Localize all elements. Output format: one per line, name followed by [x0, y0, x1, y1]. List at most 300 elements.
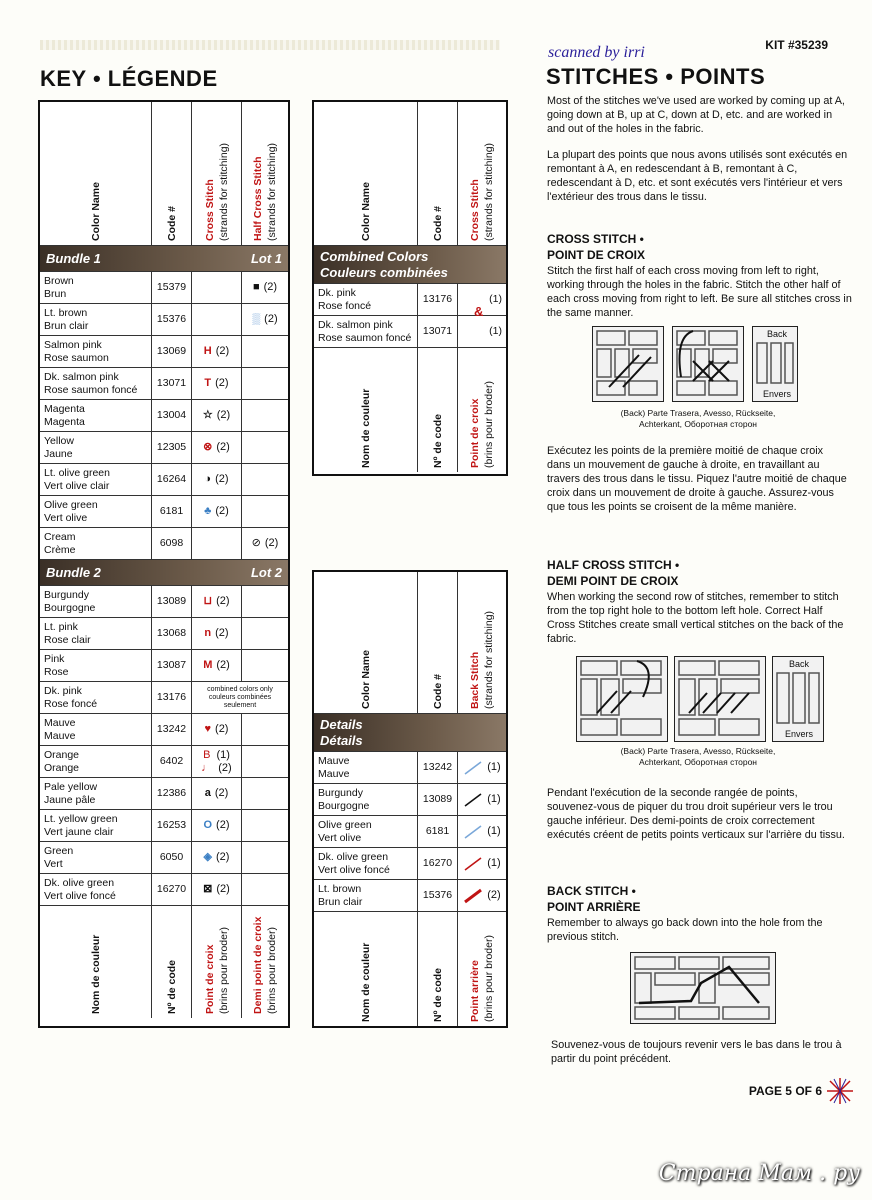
cross-strands: (2)	[216, 819, 230, 831]
half-grid-2	[675, 657, 765, 741]
cross-stitch-text-fr: Exécutez les points de la première moitié de chaque croix dans un mouvement de gauche à droite, en travaillant au travers des trous dans le tissu. Piquez l'autre moitié de chaque croix dans un mouvement de droite à gauche. Assurez-vous que tous les points se croisent de la même manière.	[547, 445, 847, 513]
details-row-name	[314, 848, 418, 879]
details-header-strands: (strands for stitching)	[483, 610, 495, 709]
cross-stitch-back-diagram	[752, 326, 798, 402]
cross-stitch-cell	[192, 496, 242, 527]
key-row	[40, 368, 288, 400]
key-row	[40, 586, 288, 618]
cross-symbol: a	[204, 787, 211, 799]
color-name-fr: Brun clair	[44, 319, 89, 332]
combined-rows	[314, 284, 506, 348]
half-strands: (2)	[264, 313, 278, 325]
cross-stitch-diagram-1	[592, 326, 664, 402]
color-name-fr: Vert olive	[44, 511, 88, 524]
color-name-en: Orange	[44, 748, 80, 761]
cross-stitch-cell	[192, 464, 242, 495]
color-name-fr: Rose clair	[44, 633, 91, 646]
key-row	[40, 496, 288, 528]
key-row-name	[40, 714, 152, 745]
color-code: 13242	[152, 714, 192, 745]
details-header-back: Back Stitch	[469, 651, 481, 709]
watermark: Страна Мам . ру	[658, 1161, 860, 1186]
bundle-1-rows	[40, 272, 288, 560]
combined-header-code: Code #	[431, 205, 444, 241]
header-half-strands: (strands for stitching)	[266, 142, 278, 241]
half-cross-cell	[242, 336, 288, 367]
half-back-label: Back	[789, 659, 810, 669]
key-row	[40, 874, 288, 906]
combined-row	[314, 316, 506, 348]
color-code: 6098	[152, 528, 192, 559]
cross-stitch-text: Stitch the first half of each cross moving from left to right, working through the holes in the fabric. Stitch the other half of each cross moving from right to left. Be sure all stitches cross in the same manner.	[547, 265, 852, 319]
key-row-name	[40, 528, 152, 559]
details-name-fr: Vert olive foncé	[318, 863, 390, 876]
lot-2-label: Lot 2	[250, 565, 282, 580]
back-strands: (2)	[487, 889, 501, 901]
half-cross-cell	[242, 650, 288, 681]
half-cross-cell	[242, 618, 288, 649]
key-row-name	[40, 272, 152, 303]
color-code: 12305	[152, 432, 192, 463]
details-header-code: Code #	[431, 673, 444, 709]
key-table-footer	[40, 906, 288, 1018]
color-code: 13071	[152, 368, 192, 399]
starburst-icon	[824, 1076, 856, 1106]
cross-strands: (2)	[215, 377, 229, 389]
half-cross-cell	[242, 464, 288, 495]
half-cross-diagram-2	[674, 656, 766, 742]
key-row-name	[40, 400, 152, 431]
details-row-name	[314, 752, 418, 783]
key-row	[40, 272, 288, 304]
details-row-name	[314, 784, 418, 815]
color-name-en: Olive green	[44, 498, 98, 511]
key-row	[40, 682, 288, 714]
color-name-en: Dk. salmon pink	[44, 370, 119, 383]
scanned-by-note: scanned by irri	[548, 44, 645, 61]
half-symbol: ▒	[252, 313, 261, 325]
color-name-fr: Rose	[44, 665, 69, 678]
back-strands: (1)	[487, 793, 501, 805]
details-row	[314, 880, 506, 912]
color-name-fr: Vert	[44, 857, 63, 870]
cross-stitch-cell	[192, 304, 242, 335]
cross-envers-label: Envers	[763, 389, 792, 399]
details-code: 13089	[418, 784, 458, 815]
back-strands: (1)	[487, 825, 501, 837]
key-row-name	[40, 586, 152, 617]
color-code: 13069	[152, 336, 192, 367]
details-code: 16270	[418, 848, 458, 879]
back-stitch-diagram	[630, 952, 776, 1024]
cross-stitch-cell	[192, 650, 242, 681]
color-name-en: Lt. pink	[44, 620, 78, 633]
key-table	[38, 100, 290, 1028]
key-row	[40, 432, 288, 464]
color-code: 13068	[152, 618, 192, 649]
half-cross-cell	[242, 432, 288, 463]
key-row-name	[40, 746, 152, 777]
key-row-name	[40, 874, 152, 905]
color-name-en: Pale yellow	[44, 780, 98, 793]
cross-stitch-heading: CROSS STITCH •	[547, 232, 644, 246]
cross-symbol: B	[203, 748, 211, 761]
color-name-en: Salmon pink	[44, 338, 102, 351]
color-name-fr: Rose saumon foncé	[44, 383, 138, 396]
cross-symbol: M	[203, 659, 213, 671]
half-cross-cell	[242, 778, 288, 809]
header-color-name: Color Name	[89, 182, 102, 241]
color-code: 16270	[152, 874, 192, 905]
color-name-en: Dk. pink	[44, 684, 82, 697]
color-name-en: Green	[44, 844, 74, 857]
half-cross-cell	[242, 528, 288, 559]
details-band-fr: Détails	[320, 732, 363, 748]
half-strands: (2)	[264, 537, 279, 549]
details-footer	[314, 912, 506, 1026]
half-cross-diagram-1	[576, 656, 668, 742]
details-row-name	[314, 880, 418, 911]
details-name-en: Burgundy	[318, 786, 363, 799]
color-name-en: Yellow	[44, 434, 74, 447]
cross-symbol: ◑	[204, 473, 212, 485]
cross-strands: (2)	[216, 851, 230, 863]
back-strands: (1)	[487, 857, 501, 869]
key-title: KEY • LÉGENDE	[40, 66, 218, 91]
cross-symbol: ⊠	[203, 883, 213, 895]
cross-stitch-diagram-2	[672, 326, 744, 402]
footer-cross: Point de croix	[203, 944, 216, 1014]
key-row	[40, 842, 288, 874]
combined-header-cross: Cross Stitch	[469, 179, 481, 241]
footer-cross-strands: (brins pour broder)	[217, 927, 230, 1014]
combined-header-strands: (strands for stitching)	[483, 142, 495, 241]
header-cross-strands: (strands for stitching)	[217, 142, 230, 241]
key-row	[40, 464, 288, 496]
key-row	[40, 650, 288, 682]
cross-stitch-cell	[192, 874, 242, 905]
details-row-name	[314, 816, 418, 847]
key-row-name	[40, 304, 152, 335]
half-cross-cell	[242, 368, 288, 399]
bundle-2-label: Bundle 2	[46, 565, 101, 580]
key-row-name	[40, 336, 152, 367]
cross-stitch-cell	[192, 714, 242, 745]
details-footer-strands: (brins pour broder)	[483, 935, 495, 1022]
back-stitch-heading: BACK STITCH •	[547, 884, 636, 898]
key-row	[40, 400, 288, 432]
key-row-name	[40, 810, 152, 841]
details-row	[314, 752, 506, 784]
color-code: 16253	[152, 810, 192, 841]
color-code: 6050	[152, 842, 192, 873]
color-name-en: Burgundy	[44, 588, 89, 601]
cross-strands: (2)	[216, 409, 231, 421]
color-name-fr: Rose foncé	[44, 697, 98, 710]
cross-strands: (2)	[216, 883, 230, 895]
stitches-title: STITCHES • POINTS	[546, 64, 766, 89]
key-row-name	[40, 682, 152, 713]
cross-stitch-cell	[192, 810, 242, 841]
combined-header-color: Color Name	[359, 182, 372, 241]
key-row	[40, 618, 288, 650]
half-cross-heading-fr: DEMI POINT DE CROIX	[547, 574, 679, 588]
footer-half: Demi point de croix	[252, 916, 264, 1014]
half-cross-cell	[242, 810, 288, 841]
key-row-name	[40, 368, 152, 399]
color-name-en: Brown	[44, 274, 74, 287]
details-name-en: Lt. brown	[318, 882, 362, 895]
cross-symbol: ♩	[201, 761, 213, 774]
cross-stitch-cell	[192, 618, 242, 649]
combined-footer	[314, 348, 506, 472]
details-header	[314, 572, 506, 714]
cross-strands: (2)	[214, 787, 229, 799]
half-cross-heading: HALF CROSS STITCH •	[547, 558, 680, 572]
footer-half-strands: (brins pour broder)	[266, 927, 278, 1014]
color-code: 15379	[152, 272, 192, 303]
color-name-en: Lt. brown	[44, 306, 88, 319]
cross-strands: (2)	[218, 761, 232, 774]
color-name-en: Mauve	[44, 716, 76, 729]
combined-header	[314, 102, 506, 246]
cross-symbol: ☆	[202, 409, 213, 421]
cross-back-label: Back	[767, 329, 788, 339]
back-stitch-cell	[458, 816, 506, 847]
combined-row-strands: (1)	[489, 293, 502, 305]
half-cross-cell	[242, 714, 288, 745]
details-name-fr: Brun clair	[318, 895, 363, 908]
intro-english: Most of the stitches we've used are worked by coming up at A, going down at B, up at C, down at D, etc. and are worked in and out of the holes in the fabric.	[547, 95, 845, 135]
color-name-en: Cream	[44, 530, 76, 543]
header-half-cross: Half Cross Stitch	[252, 156, 264, 241]
key-row-name	[40, 842, 152, 873]
key-row	[40, 304, 288, 336]
key-row-name	[40, 618, 152, 649]
combined-row-code: 13071	[418, 316, 458, 347]
decorative-top-strip	[40, 40, 500, 50]
back-stitch-text-fr: Souvenez-vous de toujours revenir vers le bas dans le trou à partir du point précédent.	[551, 1039, 842, 1065]
color-name-en: Dk. olive green	[44, 876, 115, 889]
back-stitch-line-icon	[463, 792, 483, 808]
color-code: 6402	[152, 746, 192, 777]
cross-diagram-caption: (Back) Parte Trasera, Avesso, Rückseite, Achterkant, Оборотная сторон	[620, 408, 776, 429]
details-row	[314, 816, 506, 848]
color-name-fr: Brun	[44, 287, 67, 300]
combined-row-fr: Rose saumon foncé	[318, 331, 412, 344]
half-grid-1	[577, 657, 667, 741]
details-name-en: Olive green	[318, 818, 372, 831]
color-name-fr: Jaune pâle	[44, 793, 96, 806]
combined-ampersand: &	[474, 304, 484, 319]
details-code: 13242	[418, 752, 458, 783]
color-name-en: Lt. olive green	[44, 466, 110, 479]
key-row-name	[40, 464, 152, 495]
half-symbol: ■	[252, 281, 260, 293]
color-code: 6181	[152, 496, 192, 527]
cross-strands: (1)	[216, 748, 230, 761]
cross-symbol: H	[203, 345, 212, 357]
cross-stitch-cell	[192, 336, 242, 367]
cross-symbol: ⊗	[203, 441, 213, 453]
color-name-fr: Crème	[44, 543, 76, 556]
half-symbol: ⊘	[251, 537, 261, 549]
bundle-2-rows	[40, 586, 288, 906]
footer-code: Nº de code	[165, 959, 178, 1014]
color-name-en: Pink	[44, 652, 65, 665]
back-stitch-line-icon	[463, 856, 483, 872]
back-stitch-line-icon	[463, 888, 483, 904]
back-stitch-cell	[458, 752, 506, 783]
details-row	[314, 848, 506, 880]
cross-stitch-cell	[192, 746, 242, 777]
back-stitch-cell	[458, 784, 506, 815]
combined-row-en: Dk. salmon pink	[318, 318, 393, 331]
key-row	[40, 810, 288, 842]
details-name-fr: Vert olive	[318, 831, 362, 844]
color-code: 13089	[152, 586, 192, 617]
combined-only-note: combined colors only couleurs combinées seulement	[207, 685, 273, 709]
cross-symbol: ♣	[204, 505, 212, 517]
details-table	[312, 570, 508, 1028]
color-name-fr: Jaune	[44, 447, 73, 460]
color-name-fr: Vert olive clair	[44, 479, 110, 492]
color-name-fr: Bourgogne	[44, 601, 96, 614]
details-rows	[314, 752, 506, 912]
color-name-fr: Vert jaune clair	[44, 825, 114, 838]
bundle-2-band	[40, 560, 288, 586]
key-row-name	[40, 650, 152, 681]
combined-row-code: 13176	[418, 284, 458, 315]
cross-strands: (2)	[215, 345, 230, 357]
combined-footer-code: Nº de code	[431, 413, 444, 468]
half-envers-label: Envers	[785, 729, 814, 739]
half-cross-cell	[242, 496, 288, 527]
cross-stitch-cell	[192, 842, 242, 873]
combined-footer-cross: Point de croix	[469, 398, 481, 468]
combined-band-en: Combined Colors	[320, 248, 429, 264]
cross-strands: (2)	[216, 595, 230, 607]
back-stitch-line-icon	[463, 760, 483, 776]
cross-line-2	[201, 762, 231, 775]
cross-symbol: ⊔	[203, 595, 213, 607]
color-code: 13087	[152, 650, 192, 681]
cross-strands: (2)	[215, 505, 229, 517]
color-name-fr: Orange	[44, 761, 80, 774]
half-diagram-caption: (Back) Parte Trasera, Avesso, Rückseite, Achterkant, Оборотная сторон	[620, 746, 776, 767]
combined-band	[314, 246, 506, 284]
key-row	[40, 746, 288, 778]
half-cross-cell	[242, 842, 288, 873]
details-name-fr: Mauve	[318, 767, 350, 780]
combined-row-fr: Rose foncé	[318, 299, 372, 312]
details-name-en: Dk. olive green	[318, 850, 389, 863]
cross-stitch-cell	[192, 528, 242, 559]
color-name-fr: Mauve	[44, 729, 76, 742]
half-cross-cell	[242, 272, 288, 303]
key-table-header	[40, 102, 288, 246]
details-name-en: Mauve	[318, 754, 350, 767]
cross-stitch-heading-fr: POINT DE CROIX	[547, 248, 646, 262]
back-stitch-heading-fr: POINT ARRIÈRE	[547, 900, 641, 914]
color-name-fr: Magenta	[44, 415, 85, 428]
color-code: 15376	[152, 304, 192, 335]
key-row	[40, 714, 288, 746]
header-cross-stitch: Cross Stitch	[203, 179, 216, 241]
combined-row-en: Dk. pink	[318, 286, 356, 299]
details-code: 15376	[418, 880, 458, 911]
cross-symbol: T	[204, 377, 212, 389]
color-name-en: Lt. yellow green	[44, 812, 118, 825]
cross-strands: (2)	[216, 441, 230, 453]
color-name-en: Magenta	[44, 402, 85, 415]
cross-stitch-cell	[192, 778, 242, 809]
page-number: PAGE 5 OF 6	[748, 1084, 822, 1098]
details-name-fr: Bourgogne	[318, 799, 370, 812]
combined-footer-color: Nom de couleur	[359, 388, 372, 468]
lot-1-label: Lot 1	[250, 251, 282, 266]
cross-stitch-cell	[192, 272, 242, 303]
combined-row-strands: (1)	[489, 325, 502, 337]
back-stitch-cell	[458, 880, 506, 911]
key-row-name	[40, 432, 152, 463]
cross-line-1	[203, 749, 230, 762]
bundle-1-band	[40, 246, 288, 272]
half-cross-back-diagram	[772, 656, 824, 742]
details-footer-color: Nom de couleur	[359, 942, 372, 1022]
details-code: 6181	[418, 816, 458, 847]
half-cross-cell	[242, 874, 288, 905]
bundle-1-label: Bundle 1	[46, 251, 101, 266]
half-strands: (2)	[263, 281, 278, 293]
key-row	[40, 336, 288, 368]
half-cross-text-fr: Pendant l'exécution de la seconde rangée de points, souvenez-vous de piquer du trou droit supérieur vers le trou gauche inférieur. Des demi-points de croix correctement exécutés créent de petits points verticaux sur l'arrière du tissu.	[547, 787, 845, 841]
details-footer-back: Point arrière	[469, 960, 481, 1022]
cross-strands: (2)	[215, 473, 229, 485]
cross-symbol: ◈	[203, 851, 212, 863]
color-code: 16264	[152, 464, 192, 495]
back-stitch-line-icon	[463, 824, 483, 840]
header-code: Code #	[165, 205, 178, 241]
color-code: 13176	[152, 682, 192, 713]
cross-symbol: ♥	[204, 723, 212, 735]
key-row-name	[40, 778, 152, 809]
cross-symbol: O	[203, 819, 213, 831]
cross-stitch-cell	[192, 368, 242, 399]
details-row	[314, 784, 506, 816]
back-stitch-cell	[458, 848, 506, 879]
kit-number: KIT #35239	[765, 38, 828, 52]
combined-colors-table	[312, 100, 508, 476]
cross-strands: (2)	[215, 723, 229, 735]
half-cross-cell	[242, 304, 288, 335]
half-cross-cell	[242, 746, 288, 777]
details-band	[314, 714, 506, 752]
details-footer-code: Nº de code	[431, 967, 444, 1022]
cross-stitch-cell	[192, 586, 242, 617]
details-band-en: Details	[320, 716, 363, 732]
half-cross-text: When working the second row of stitches, remember to stitch from the top right hole to the bottom left hole. Correct Half Cross Stitches create small vertical stitches on the back of the fabric.	[547, 591, 844, 645]
cross-strands: (2)	[216, 659, 230, 671]
back-strands: (1)	[487, 761, 501, 773]
cross-stitch-cell	[192, 400, 242, 431]
combined-footer-strands: (brins pour broder)	[483, 381, 495, 468]
cross-stitch-cell	[192, 432, 242, 463]
color-name-fr: Vert olive foncé	[44, 889, 116, 902]
key-row	[40, 778, 288, 810]
footer-color-name: Nom de couleur	[89, 934, 102, 1014]
cross-grid-2	[673, 327, 743, 401]
